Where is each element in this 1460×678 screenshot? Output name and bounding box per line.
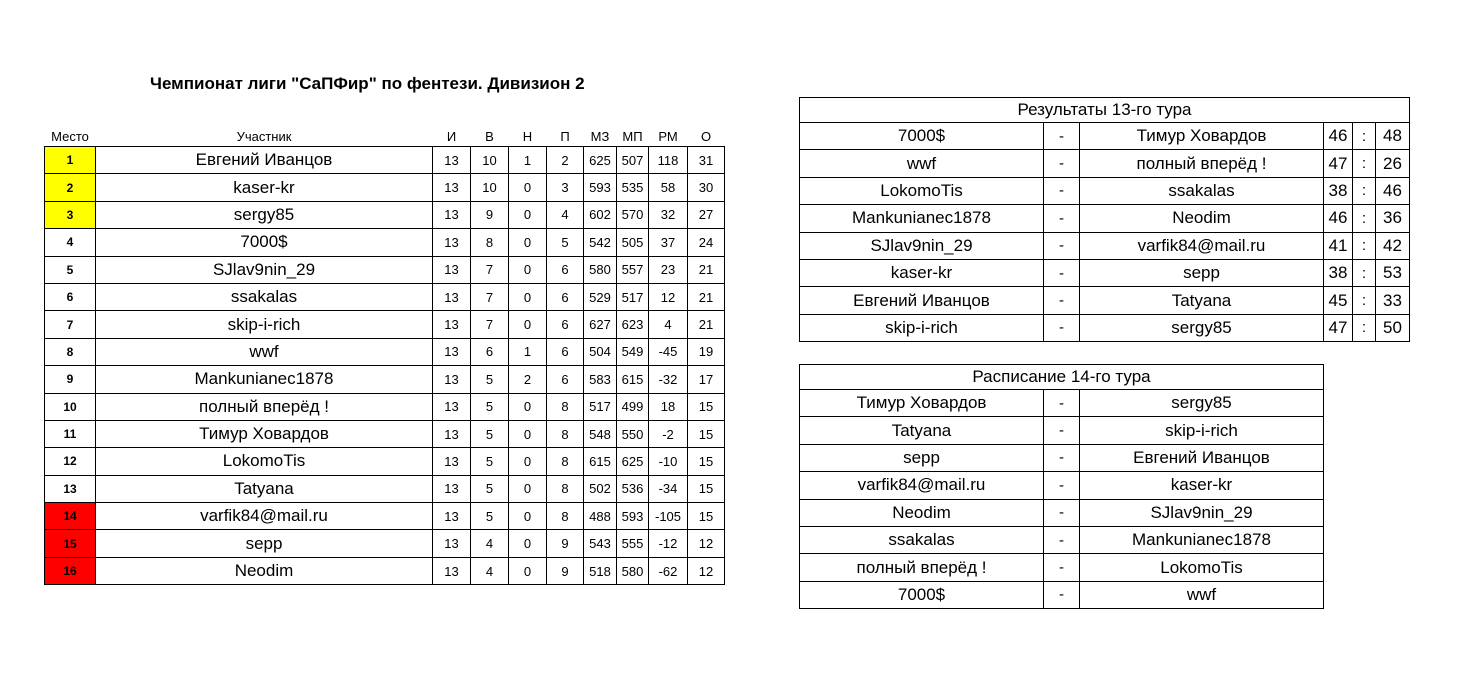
stat-n: 0: [509, 475, 547, 502]
stat-v: 7: [471, 311, 509, 338]
fixture-row: [800, 472, 1324, 499]
place-cell: 11: [45, 420, 96, 447]
stat-p: 6: [547, 283, 584, 310]
stat-mz: 488: [584, 503, 617, 530]
stat-n: 0: [509, 393, 547, 420]
stat-p: 6: [547, 311, 584, 338]
stat-rm: 32: [649, 201, 688, 228]
stat-p: 5: [547, 229, 584, 256]
place-cell: 8: [45, 338, 96, 365]
versus-dash: -: [1044, 150, 1080, 177]
result-row: [800, 259, 1410, 286]
stat-o: 24: [688, 229, 725, 256]
stat-n: 0: [509, 557, 547, 584]
home-score: 45: [1324, 287, 1353, 314]
score-colon: :: [1353, 259, 1376, 286]
place-cell: 1: [45, 147, 96, 174]
versus-dash: -: [1044, 554, 1080, 581]
stat-rm: -62: [649, 557, 688, 584]
header-score: О: [700, 128, 712, 144]
stat-rm: 23: [649, 256, 688, 283]
stat-o: 15: [688, 448, 725, 475]
stat-mz: 580: [584, 256, 617, 283]
standings-row: [45, 366, 725, 393]
stat-i: 13: [433, 174, 471, 201]
away-score: 50: [1376, 314, 1410, 341]
stat-rm: -2: [649, 420, 688, 447]
stat-mp: 615: [617, 366, 649, 393]
stat-rm: 12: [649, 283, 688, 310]
results-table: [799, 97, 1410, 342]
stat-o: 21: [688, 283, 725, 310]
stat-mz: 518: [584, 557, 617, 584]
place-cell: 7: [45, 311, 96, 338]
stat-mp: 549: [617, 338, 649, 365]
participant-name: 7000$: [96, 229, 433, 256]
stat-mp: 550: [617, 420, 649, 447]
stat-i: 13: [433, 256, 471, 283]
stat-rm: -10: [649, 448, 688, 475]
stat-o: 19: [688, 338, 725, 365]
stat-i: 13: [433, 147, 471, 174]
stat-mp: 557: [617, 256, 649, 283]
stat-n: 0: [509, 256, 547, 283]
stat-mp: 593: [617, 503, 649, 530]
results-title-row: [800, 98, 1410, 123]
stat-n: 0: [509, 283, 547, 310]
header-games: И: [446, 128, 457, 144]
home-team: SJlav9nin_29: [800, 232, 1044, 259]
stat-o: 15: [688, 420, 725, 447]
stat-v: 10: [471, 174, 509, 201]
header-place: Место: [51, 128, 89, 144]
score-colon: :: [1353, 232, 1376, 259]
away-score: 33: [1376, 287, 1410, 314]
stat-mz: 615: [584, 448, 617, 475]
home-score: 47: [1324, 150, 1353, 177]
stat-rm: 4: [649, 311, 688, 338]
stat-i: 13: [433, 448, 471, 475]
header-wins: В: [485, 128, 494, 144]
home-team: skip-i-rich: [800, 314, 1044, 341]
stat-i: 13: [433, 503, 471, 530]
home-team: 7000$: [800, 581, 1044, 608]
stat-mz: 625: [584, 147, 617, 174]
stat-mz: 504: [584, 338, 617, 365]
stat-v: 7: [471, 256, 509, 283]
schedule-title-row: [800, 365, 1324, 390]
home-team: полный вперёд !: [800, 554, 1044, 581]
stat-i: 13: [433, 338, 471, 365]
result-row: [800, 205, 1410, 232]
stat-mp: 623: [617, 311, 649, 338]
stat-o: 12: [688, 530, 725, 557]
standings-row: [45, 530, 725, 557]
stat-o: 15: [688, 393, 725, 420]
header-draws: Н: [522, 128, 533, 144]
home-team: Neodim: [800, 499, 1044, 526]
stat-rm: 37: [649, 229, 688, 256]
stat-v: 5: [471, 393, 509, 420]
schedule-table: [799, 364, 1324, 609]
stat-mp: 517: [617, 283, 649, 310]
stat-rm: -45: [649, 338, 688, 365]
stat-o: 30: [688, 174, 725, 201]
standings-header-row: [45, 126, 725, 147]
stat-mz: 542: [584, 229, 617, 256]
standings-table: [44, 126, 725, 585]
participant-name: Тимур Ховардов: [96, 420, 433, 447]
home-score: 46: [1324, 123, 1353, 150]
stat-i: 13: [433, 393, 471, 420]
stat-mp: 580: [617, 557, 649, 584]
home-team: Mankunianec1878: [800, 205, 1044, 232]
place-cell: 6: [45, 283, 96, 310]
home-score: 41: [1324, 232, 1353, 259]
home-team: varfik84@mail.ru: [800, 472, 1044, 499]
stat-p: 9: [547, 557, 584, 584]
result-row: [800, 150, 1410, 177]
stat-mp: 570: [617, 201, 649, 228]
participant-name: SJlav9nin_29: [96, 256, 433, 283]
participant-name: sepp: [96, 530, 433, 557]
home-score: 38: [1324, 259, 1353, 286]
stat-mp: 536: [617, 475, 649, 502]
stat-p: 8: [547, 420, 584, 447]
participant-name: sergy85: [96, 201, 433, 228]
stat-v: 5: [471, 503, 509, 530]
stat-p: 6: [547, 338, 584, 365]
stat-i: 13: [433, 420, 471, 447]
away-score: 46: [1376, 177, 1410, 204]
score-colon: :: [1353, 123, 1376, 150]
home-team: ssakalas: [800, 526, 1044, 553]
stat-v: 4: [471, 557, 509, 584]
away-team: SJlav9nin_29: [1080, 499, 1324, 526]
stat-n: 0: [509, 229, 547, 256]
away-team: sepp: [1080, 259, 1324, 286]
versus-dash: -: [1044, 472, 1080, 499]
place-cell: 16: [45, 557, 96, 584]
place-cell: 12: [45, 448, 96, 475]
result-row: [800, 177, 1410, 204]
stat-mp: 499: [617, 393, 649, 420]
away-team: Neodim: [1080, 205, 1324, 232]
stat-mz: 627: [584, 311, 617, 338]
stat-n: 0: [509, 448, 547, 475]
versus-dash: -: [1044, 123, 1080, 150]
stat-o: 21: [688, 311, 725, 338]
stat-v: 6: [471, 338, 509, 365]
versus-dash: -: [1044, 390, 1080, 417]
stat-n: 0: [509, 420, 547, 447]
header-point-diff: РМ: [658, 128, 678, 144]
standings-row: [45, 229, 725, 256]
versus-dash: -: [1044, 177, 1080, 204]
away-score: 26: [1376, 150, 1410, 177]
away-score: 53: [1376, 259, 1410, 286]
score-colon: :: [1353, 205, 1376, 232]
participant-name: Mankunianec1878: [96, 366, 433, 393]
header-name: Участник: [236, 128, 292, 144]
versus-dash: -: [1044, 232, 1080, 259]
stat-i: 13: [433, 475, 471, 502]
stat-o: 15: [688, 503, 725, 530]
versus-dash: -: [1044, 314, 1080, 341]
stat-rm: 58: [649, 174, 688, 201]
score-colon: :: [1353, 177, 1376, 204]
away-team: sergy85: [1080, 314, 1324, 341]
away-team: wwf: [1080, 581, 1324, 608]
score-colon: :: [1353, 287, 1376, 314]
stat-mz: 502: [584, 475, 617, 502]
stat-mp: 625: [617, 448, 649, 475]
schedule-title: Расписание 14-го тура: [800, 365, 1324, 390]
stat-mp: 507: [617, 147, 649, 174]
participant-name: varfik84@mail.ru: [96, 503, 433, 530]
home-team: LokomoTis: [800, 177, 1044, 204]
place-cell: 5: [45, 256, 96, 283]
versus-dash: -: [1044, 205, 1080, 232]
stat-n: 1: [509, 147, 547, 174]
fixture-row: [800, 444, 1324, 471]
versus-dash: -: [1044, 259, 1080, 286]
participant-name: wwf: [96, 338, 433, 365]
stat-n: 0: [509, 201, 547, 228]
away-team: skip-i-rich: [1080, 417, 1324, 444]
place-cell: 15: [45, 530, 96, 557]
score-colon: :: [1353, 150, 1376, 177]
stat-v: 10: [471, 147, 509, 174]
stat-mp: 535: [617, 174, 649, 201]
stat-i: 13: [433, 311, 471, 338]
standings-row: [45, 448, 725, 475]
stat-v: 9: [471, 201, 509, 228]
standings-row: [45, 338, 725, 365]
stat-v: 8: [471, 229, 509, 256]
result-row: [800, 123, 1410, 150]
place-cell: 9: [45, 366, 96, 393]
stat-p: 8: [547, 475, 584, 502]
stat-rm: -12: [649, 530, 688, 557]
home-score: 47: [1324, 314, 1353, 341]
versus-dash: -: [1044, 417, 1080, 444]
away-team: Евгений Иванцов: [1080, 444, 1324, 471]
stat-p: 8: [547, 448, 584, 475]
fixture-row: [800, 499, 1324, 526]
standings-row: [45, 201, 725, 228]
participant-name: Евгений Иванцов: [96, 147, 433, 174]
versus-dash: -: [1044, 581, 1080, 608]
result-row: [800, 287, 1410, 314]
stat-p: 8: [547, 393, 584, 420]
away-team: Tatyana: [1080, 287, 1324, 314]
stat-n: 0: [509, 174, 547, 201]
result-row: [800, 314, 1410, 341]
away-score: 42: [1376, 232, 1410, 259]
away-team: ssakalas: [1080, 177, 1324, 204]
header-points-for: МЗ: [590, 128, 610, 144]
standings-row: [45, 420, 725, 447]
stat-mp: 555: [617, 530, 649, 557]
stat-v: 7: [471, 283, 509, 310]
away-score: 48: [1376, 123, 1410, 150]
stat-mz: 593: [584, 174, 617, 201]
stat-p: 2: [547, 147, 584, 174]
home-score: 38: [1324, 177, 1353, 204]
stat-i: 13: [433, 283, 471, 310]
fixture-row: [800, 581, 1324, 608]
stat-o: 17: [688, 366, 725, 393]
home-team: wwf: [800, 150, 1044, 177]
standings-row: [45, 174, 725, 201]
away-team: Mankunianec1878: [1080, 526, 1324, 553]
stat-mz: 517: [584, 393, 617, 420]
home-team: kaser-kr: [800, 259, 1044, 286]
away-team: kaser-kr: [1080, 472, 1324, 499]
stat-p: 6: [547, 256, 584, 283]
stat-o: 27: [688, 201, 725, 228]
stat-i: 13: [433, 201, 471, 228]
stat-p: 4: [547, 201, 584, 228]
stat-i: 13: [433, 366, 471, 393]
result-row: [800, 232, 1410, 259]
stat-v: 5: [471, 366, 509, 393]
place-cell: 3: [45, 201, 96, 228]
standings-row: [45, 147, 725, 174]
page-title: Чемпионат лиги "СаПФир" по фентези. Дивизион 2: [150, 74, 585, 93]
participant-name: Tatyana: [96, 475, 433, 502]
stat-mz: 548: [584, 420, 617, 447]
stat-mz: 529: [584, 283, 617, 310]
home-team: Тимур Ховардов: [800, 390, 1044, 417]
home-team: sepp: [800, 444, 1044, 471]
standings-row: [45, 311, 725, 338]
stat-p: 9: [547, 530, 584, 557]
standings-row: [45, 256, 725, 283]
stat-o: 21: [688, 256, 725, 283]
stat-n: 0: [509, 503, 547, 530]
stat-mz: 543: [584, 530, 617, 557]
stat-v: 5: [471, 475, 509, 502]
participant-name: полный вперёд !: [96, 393, 433, 420]
stat-o: 31: [688, 147, 725, 174]
away-score: 36: [1376, 205, 1410, 232]
participant-name: ssakalas: [96, 283, 433, 310]
stat-mp: 505: [617, 229, 649, 256]
away-team: полный вперёд !: [1080, 150, 1324, 177]
away-team: LokomoTis: [1080, 554, 1324, 581]
participant-name: kaser-kr: [96, 174, 433, 201]
standings-row: [45, 475, 725, 502]
stat-i: 13: [433, 530, 471, 557]
stat-o: 15: [688, 475, 725, 502]
place-cell: 4: [45, 229, 96, 256]
stat-v: 4: [471, 530, 509, 557]
away-team: Тимур Ховардов: [1080, 123, 1324, 150]
score-colon: :: [1353, 314, 1376, 341]
stat-o: 12: [688, 557, 725, 584]
place-cell: 14: [45, 503, 96, 530]
fixture-row: [800, 554, 1324, 581]
home-score: 46: [1324, 205, 1353, 232]
standings-row: [45, 283, 725, 310]
place-cell: 10: [45, 393, 96, 420]
stat-n: 0: [509, 530, 547, 557]
participant-name: Neodim: [96, 557, 433, 584]
stat-rm: 118: [649, 147, 688, 174]
standings-row: [45, 393, 725, 420]
participant-name: LokomoTis: [96, 448, 433, 475]
stat-p: 8: [547, 503, 584, 530]
stat-rm: -32: [649, 366, 688, 393]
fixture-row: [800, 526, 1324, 553]
results-title: Результаты 13-го тура: [800, 98, 1410, 123]
versus-dash: -: [1044, 499, 1080, 526]
stat-n: 2: [509, 366, 547, 393]
standings-row: [45, 557, 725, 584]
stat-v: 5: [471, 420, 509, 447]
stat-v: 5: [471, 448, 509, 475]
header-losses: П: [560, 128, 570, 144]
standings-row: [45, 503, 725, 530]
stat-mz: 602: [584, 201, 617, 228]
participant-name: skip-i-rich: [96, 311, 433, 338]
stat-mz: 583: [584, 366, 617, 393]
stat-i: 13: [433, 229, 471, 256]
home-team: Евгений Иванцов: [800, 287, 1044, 314]
header-points-against: МП: [622, 128, 643, 144]
place-cell: 2: [45, 174, 96, 201]
stat-p: 6: [547, 366, 584, 393]
stat-rm: -105: [649, 503, 688, 530]
stat-p: 3: [547, 174, 584, 201]
away-team: varfik84@mail.ru: [1080, 232, 1324, 259]
home-team: 7000$: [800, 123, 1044, 150]
versus-dash: -: [1044, 287, 1080, 314]
away-team: sergy85: [1080, 390, 1324, 417]
stat-n: 1: [509, 338, 547, 365]
fixture-row: [800, 417, 1324, 444]
versus-dash: -: [1044, 444, 1080, 471]
versus-dash: -: [1044, 526, 1080, 553]
place-cell: 13: [45, 475, 96, 502]
stat-rm: 18: [649, 393, 688, 420]
stat-n: 0: [509, 311, 547, 338]
stat-rm: -34: [649, 475, 688, 502]
home-team: Tatyana: [800, 417, 1044, 444]
stat-i: 13: [433, 557, 471, 584]
fixture-row: [800, 390, 1324, 417]
